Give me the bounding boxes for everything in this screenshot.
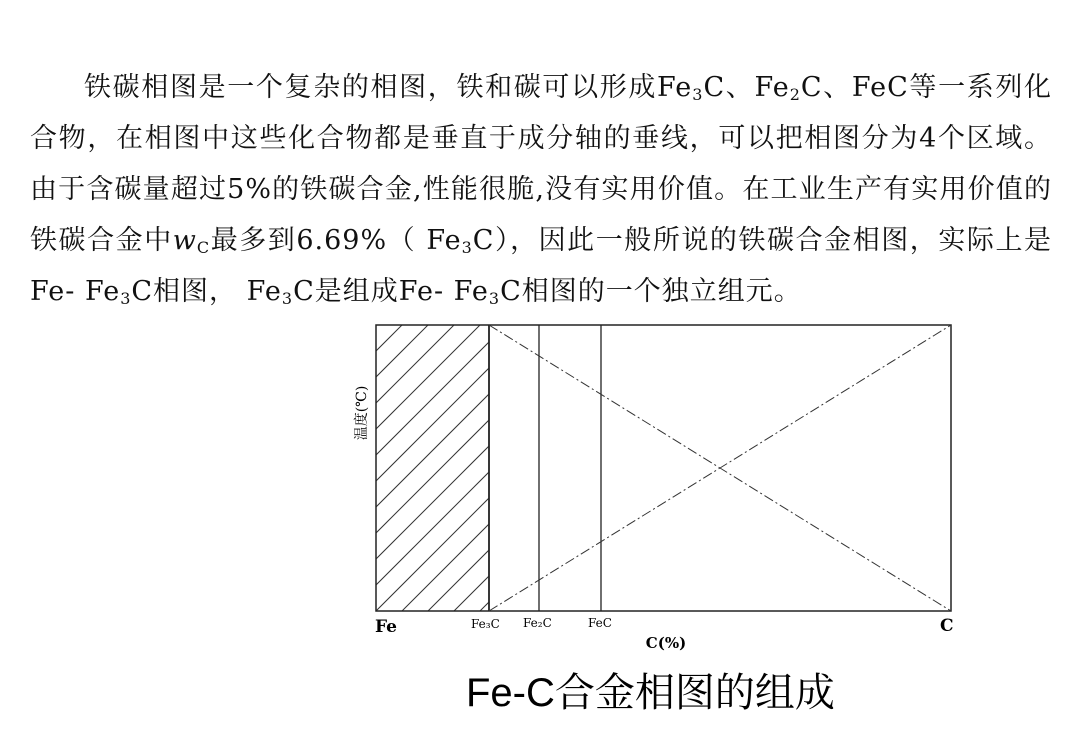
hatch-line [428,325,714,611]
formula-fe-fe3c-tail: C相图， [131,276,247,307]
text-run: FeC等一系列化合物，在相图中这些化合物都是垂直于成分轴的垂线，可以把相图分为4个区域。由于含碳量超过5%的铁碳合金,性能很脆,没有实用价值。在工业生产有实用价值的铁碳合金中 [30,72,1053,256]
formula-subscript: 3 [120,289,132,308]
hatch-line [340,325,376,611]
formula-subscript: 3 [488,289,501,308]
fe-c-phase-diagram [340,318,970,658]
text-run: 相图的一个独立组元。 [521,276,802,307]
text-run: 是组成 [314,276,399,307]
formula-subscript: 3 [281,289,294,308]
formula-fe-fe3c-tail: C [500,276,522,307]
description-paragraph [30,62,1052,317]
variable-w: w [172,225,197,256]
diagram-frame [376,325,951,611]
hatch-line [402,325,688,611]
x-label-fec: FeC [588,616,612,630]
hatch-line [480,325,766,611]
x-axis-title: C(%) [645,634,687,652]
hatch-line [454,325,740,611]
variable-subscript: C [196,238,211,257]
formula-fe3c: Fe [426,225,462,256]
x-label-fe2c: Fe₂C [523,616,552,630]
hatch-line [340,325,610,611]
hatch-line [376,325,662,611]
separator: 、 [725,72,755,103]
formula-fe3c-tail: C [293,276,315,307]
formula-fe-fe3c: Fe- Fe [398,276,489,307]
hatch-line [340,325,558,611]
diagram-caption: Fe-C合金相图的组成 [466,671,835,715]
hatch-line [340,325,532,611]
hatch-line [340,325,480,611]
hatch-line [350,325,636,611]
text-run: ），因此一般所说的铁碳合金相图，实际上是 [494,225,1053,256]
formula-fe3c-tail: C [472,225,495,256]
formula-fe2c: Fe [754,72,790,103]
formula-subscript: 2 [789,85,801,104]
y-axis-label: 温度(℃) [354,385,370,441]
formula-fe3c: Fe [657,72,693,103]
x-label-c: C [940,616,954,636]
x-label-fe3c: Fe₃C [471,617,500,631]
hatched-region [340,325,766,611]
formula-fe-fe3c: Fe- Fe [30,276,121,307]
text-run: 最多到6.69%（ [210,225,427,256]
formula-fe3c-tail: C [703,72,726,103]
hatch-line [340,325,506,611]
formula-fe3c: Fe [246,276,282,307]
text-run: 铁碳相图是一个复杂的相图，铁和碳可以形成 [84,72,658,103]
x-label-fe: Fe [375,617,397,637]
separator: 、 [822,72,852,103]
formula-subscript: 3 [461,238,473,257]
formula-fe2c-tail: C [800,72,823,103]
formula-subscript: 3 [692,85,704,104]
